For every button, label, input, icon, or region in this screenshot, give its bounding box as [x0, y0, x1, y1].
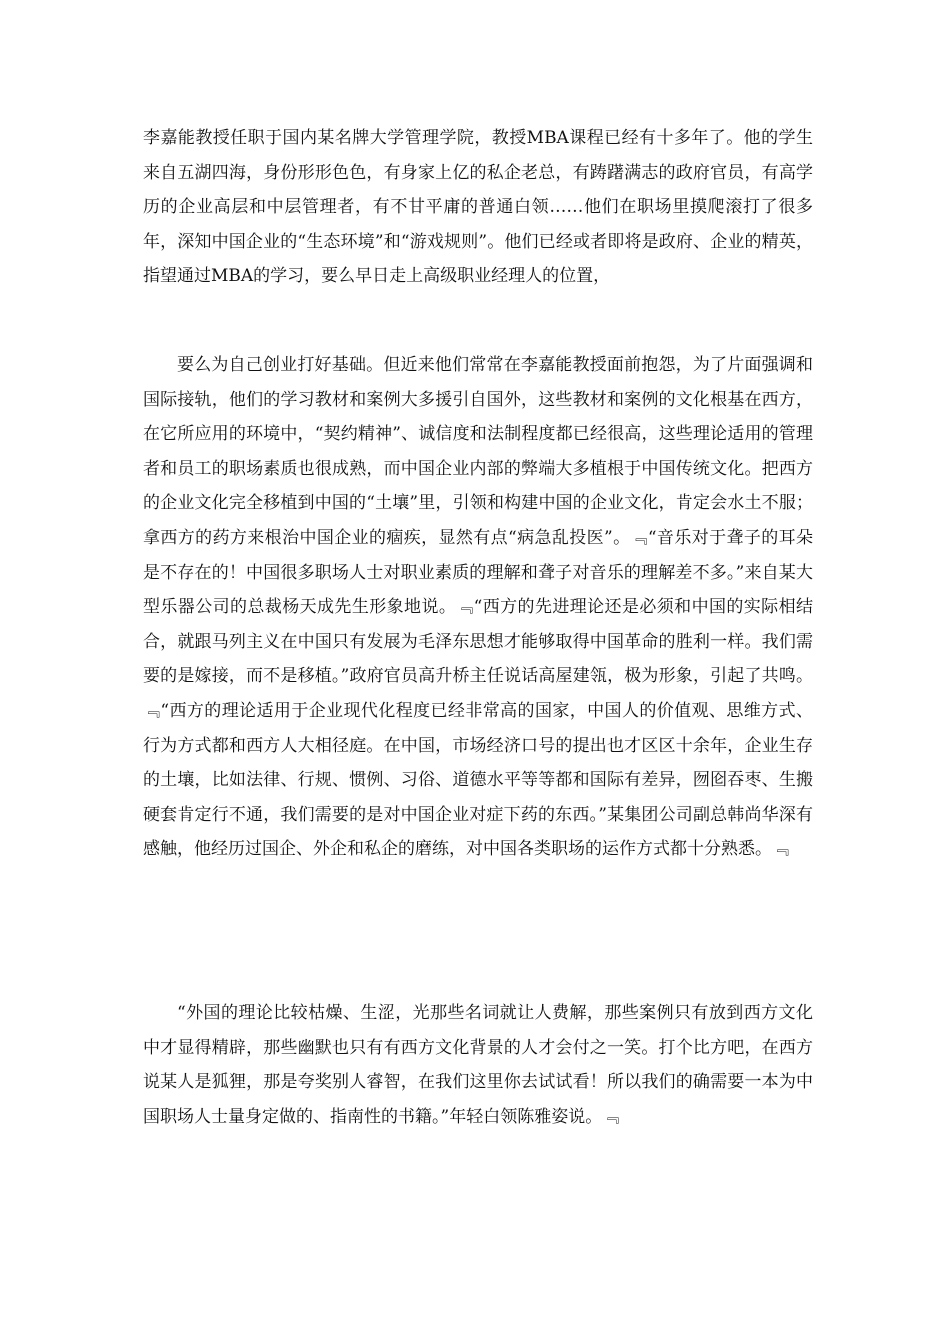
paragraph-3: “外国的理论比较枯燥、生涩，光那些名词就让人费解，那些案例只有放到西方文化中才显得精辟，那些幽默也只有有西方文化背景的人才会付之一笑。打个比方吧，在西方说某人是狐狸，那是夸奖别人睿智，在我们这里你去试试看！所以我们的确需要一本为中国职场人士量身定做的、指南性的书籍。”年轻白领陈雅姿说。﹃: [143, 1003, 813, 1127]
paragraph-1: 李嘉能教授任职于国内某名牌大学管理学院，教授MBA课程已经有十多年了。他的学生来自五湖四海，身份形形色色，有身家上亿的私企老总，有踌躇满志的政府官员，有高学历的企业高层和中层管理者，有不甘平庸的普通白领……他们在职场里摸爬滚打了很多年，深知中国企业的“生态环境”和“游戏规则”。他们已经或者即将是政府、企业的精英，指望通过MBA的学习，要么早日走上高级职业经理人的位置，: [143, 128, 813, 287]
paragraph-2: 要么为自己创业打好基础。但近来他们常常在李嘉能教授面前抱怨，为了片面强调和国际接轨，他们的学习教材和案例大多援引自国外，这些教材和案例的文化根基在西方，在它所应用的环境中，“契约精神”、诚信度和法制程度都已经很高，这些理论适用的管理者和员工的职场素质也很成熟，而中国企业内部的弊端大多植根于中国传统文化。把西方的企业文化完全移植到中国的“土壤”里，引领和构建中国的企业文化，肯定会水土不服；拿西方的药方来根治中国企业的痼疾，显然有点“病急乱投医”。﹃“音乐对于聋子的耳朵是不存在的！中国很多职场人士对职业素质的理解和聋子对音乐的理解差不多。”来自某大型乐器公司的总裁杨天成先生形象地说。﹃“西方的先进理论还是必须和中国的实际相结合，就跟马列主义在中国只有发展为毛泽东思想才能够取得中国革命的胜利一样。我们需要的是嫁接，而不是移植。”政府官员高升桥主任说话高屋建瓴，极为形象，引起了共鸣。﹃“西方的理论适用于企业现代化程度已经非常高的国家，中国人的价值观、思维方式、行为方式都和西方人大相径庭。在中国，市场经济口号的提出也才区区十余年，企业生存的土壤，比如法律、行规、惯例、习俗、道德水平等等都和国际有差异，囫囵吞枣、生搬硬套肯定行不通，我们需要的是对中国企业对症下药的东西。”某集团公司副总韩尚华深有感触，他经历过国企、外企和私企的磨练，对中国各类职场的运作方式都十分熟悉。﹃: [143, 355, 813, 860]
